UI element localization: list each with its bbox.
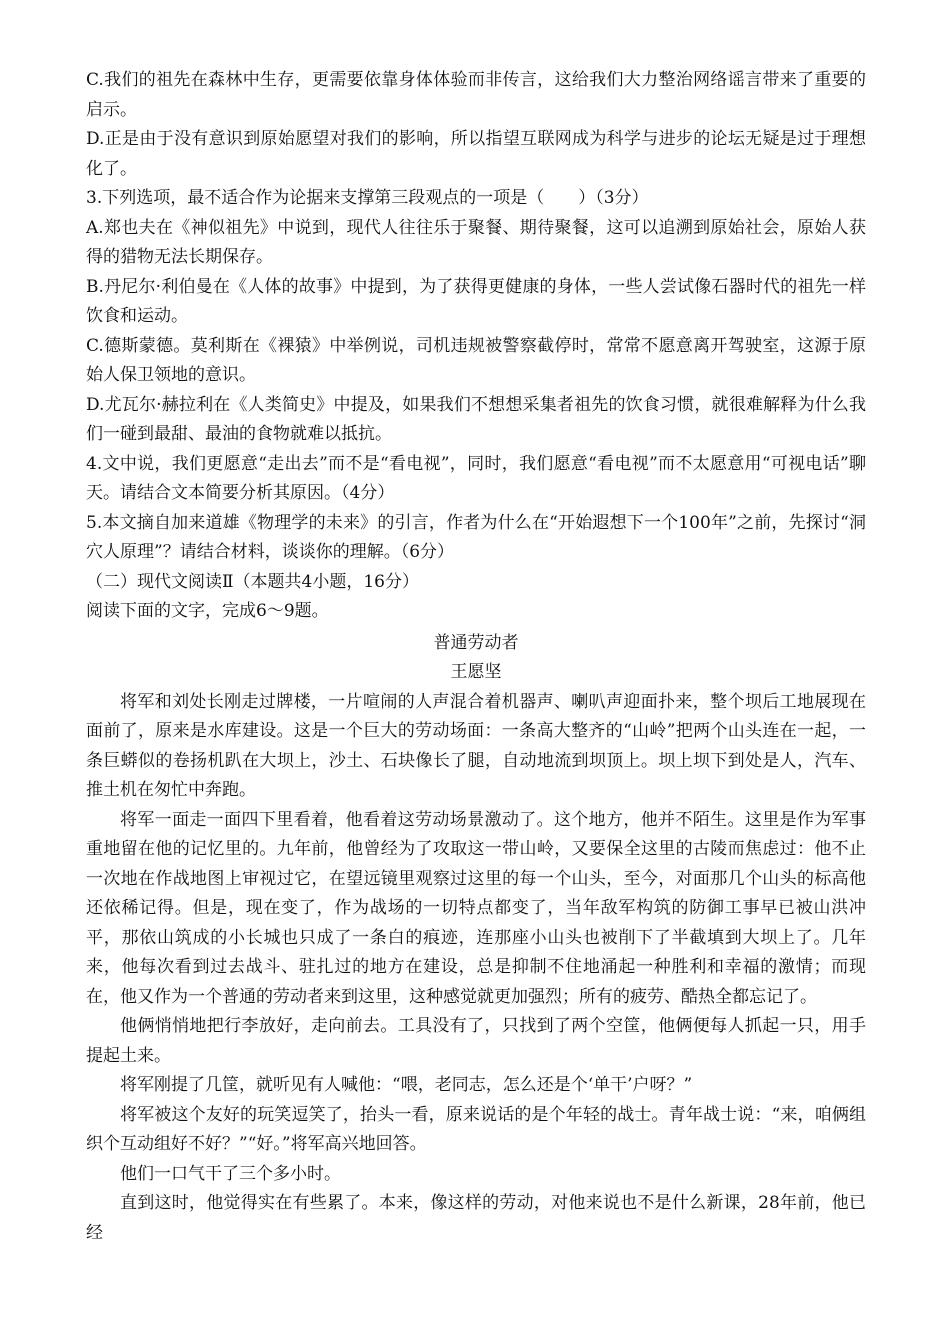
question-3-option-d: D.尤瓦尔·赫拉利在《人类简史》中提及，如果我们不想想采集者祖先的饮食习惯，就很难解释为什么我们一碰到最甜、最油的食物就难以抵抗。: [86, 394, 866, 444]
reading-instruction: 阅读下面的文字，完成6～9题。: [86, 601, 329, 621]
document-page: [86, 66, 866, 1248]
option-d: D.正是由于没有意识到原始愿望对我们的影响，所以指望互联网成为科学与进步的论坛无疑是过于理想化了。: [86, 129, 866, 179]
story-section: [86, 629, 866, 1249]
question-3: 3.下列选项，最不适合作为论据来支撑第三段观点的一项是（ ）（3分）: [86, 188, 649, 208]
question-4: 4.文中说，我们更愿意“走出去”而不是“看电视”，同时，我们愿意“看电视”而不太愿意用“可视电话”聊天。请结合文本简要分析其原因。（4分）: [86, 453, 866, 503]
question-5: 5.本文摘自加来道雄《物理学的未来》的引言，作者为什么在“开始遐想下一个100年”之前，先探讨“洞穴人原理”？请结合材料，谈谈你的理解。（6分）: [86, 512, 866, 562]
story-title: 普通劳动者: [433, 632, 519, 653]
section-heading: （二）现代文阅读Ⅱ（本题共4小题，16分）: [86, 571, 420, 592]
story-paragraph: 直到这时，他觉得实在有些累了。本来，像这样的劳动，对他来说也不是什么新课，28年前，他已经: [86, 1193, 866, 1243]
question-3-option-a: A.郑也夫在《神似祖先》中说到，现代人往往乐于聚餐、期待聚餐，这可以追溯到原始社会，原始人获得的猎物无法长期保存。: [86, 217, 866, 267]
story-paragraph: 将军一面走一面四下里看着，他看着这劳动场景激动了。这个地方，他并不陌生。这里是作为军事重地留在他的记忆里的。九年前，他曾经为了攻取这一带山岭，又要保全这里的古陵而焦虑过：他不止一次地在作战地图上审视过它，在望远镜里观察过这里的每一个山头，至今，对面那几个山头的标高他还依稀记得。但是，现在变了，作为战场的一切特点都变了，当年敌军构筑的防御工事早已被山洪冲平，那依山筑成的小长城也只成了一条白的痕迹，连那座小山头也被削下了半截填到大坝上了。几年来，他每次看到过去战斗、驻扎过的地方在建设，总是抑制不住地涌起一种胜利和幸福的激情；而现在，他又作为一个普通的劳动者来到这里，这种感觉就更加强烈；所有的疲劳、酷热全都忘记了。: [86, 809, 866, 1007]
story-paragraph: 他们一口气干了三个多小时。: [120, 1163, 341, 1184]
story-paragraph: 他俩悄悄地把行李放好，走向前去。工具没有了，只找到了两个空筐，他俩便每人抓起一只，用手提起土来。: [86, 1016, 866, 1066]
story-paragraph: 将军和刘处长刚走过牌楼，一片喧闹的人声混合着机器声、喇叭声迎面扑来，整个坝后工地展现在面前了，原来是水库建设。这是一个巨大的劳动场面：一条高大整齐的“山岭”把两个山头连在一起，一条巨蟒似的卷扬机趴在大坝上，沙土、石块像长了腿，自动地流到坝顶上。坝上坝下到处是人，汽车、推土机在匆忙中奔跑。: [86, 691, 866, 800]
option-c: C.我们的祖先在森林中生存，更需要依靠身体体验而非传言，这给我们大力整治网络谣言带来了重要的启示。: [86, 70, 866, 120]
question-3-option-c: C.德斯蒙德。莫利斯在《裸猿》中举例说，司机违规被警察截停时，常常不愿意离开驾驶室，这源于原始人保卫领地的意识。: [86, 335, 866, 385]
question-3-option-b: B.丹尼尔·利伯曼在《人体的故事》中提到，为了获得更健康的身体，一些人尝试像石器时代的祖先一样饮食和运动。: [86, 276, 866, 326]
story-paragraph: 将军被这个友好的玩笑逗笑了，抬头一看，原来说话的是个年轻的战士。青年战士说：“来，咱俩组织个互动组好不好？”“好。”将军高兴地回答。: [86, 1104, 866, 1154]
story-author: 王愿坚: [450, 662, 502, 682]
questions-section: [86, 66, 866, 627]
story-paragraph: 将军刚提了几筐，就听见有人喊他：“喂，老同志，怎么还是个‘单干’户呀？”: [120, 1075, 693, 1095]
